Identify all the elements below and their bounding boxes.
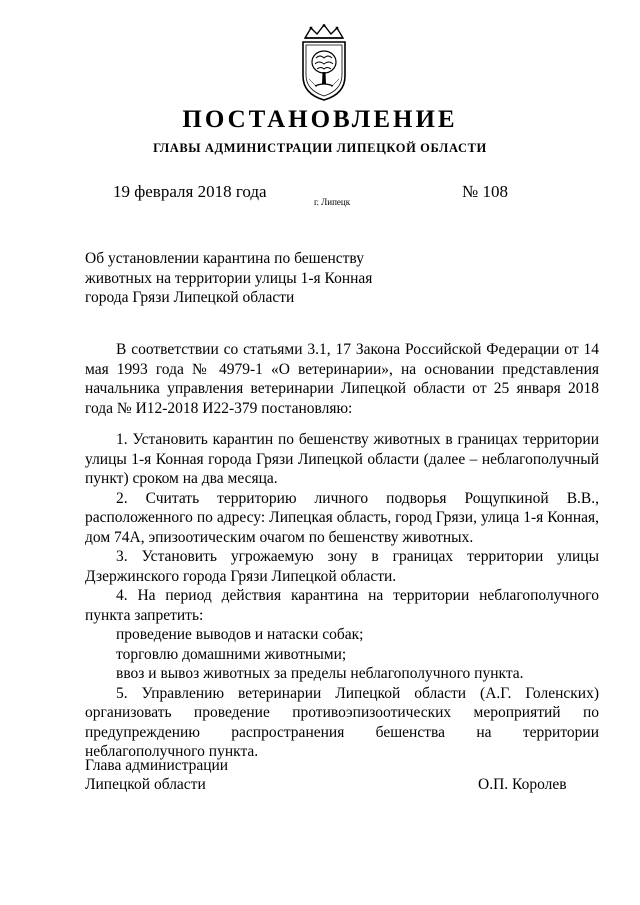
- document-body: [85, 340, 599, 762]
- subject-line: животных на территории улицы 1-я Конная: [85, 269, 373, 287]
- intro-paragraph: В соответствии со статьями 3.1, 17 Закона Российской Федерации от 14 мая 1993 года № 4979-1 «О ветеринарии», на основании представления начальника управления ветеринарии Липецкой области от 25 января 2018 года № И12-2018 И22-379 постановляю:: [85, 341, 599, 417]
- signatory-name: О.П. Королев: [478, 776, 567, 793]
- prohibition-item: ввоз и вывоз животных за пределы неблагополучного пункта.: [116, 665, 524, 682]
- document-date: 19 февраля 2018 года: [113, 182, 267, 201]
- document-city: г. Липецк: [314, 197, 351, 207]
- paragraph-5: 5. Управлению ветеринарии Липецкой области (А.Г. Голенских) организовать проведение противоэпизоотических мероприятий по предупреждению распространения бешенства на территории неблагополучного пункта.: [85, 684, 599, 760]
- coat-of-arms-emblem: [297, 24, 351, 102]
- paragraph-3: 3. Установить угрожаемую зону в границах территории улицы Дзержинского города Грязи Липецкой области.: [85, 548, 599, 585]
- document-subject: [85, 249, 385, 308]
- signatory-region: Липецкой области: [85, 776, 206, 793]
- document-number: № 108: [462, 182, 508, 201]
- document-subtitle: ГЛАВЫ АДМИНИСТРАЦИИ ЛИПЕЦКОЙ ОБЛАСТИ: [153, 141, 487, 155]
- paragraph-2: 2. Считать территорию личного подворья Рощупкиной В.В., расположенного по адресу: Липецкая область, город Грязи, улица 1-я Конная, дом 74А, эпизоотическим очагом по бешенству животных.: [85, 489, 599, 546]
- subject-line: Об установлении карантина по бешенству: [85, 250, 364, 267]
- document-title: ПОСТАНОВЛЕНИЕ: [182, 106, 458, 133]
- prohibition-item: проведение выводов и натаски собак;: [116, 626, 364, 643]
- prohibition-item: торговлю домашними животными;: [116, 645, 347, 663]
- subject-line: города Грязи Липецкой области: [85, 289, 295, 306]
- paragraph-4: 4. На период действия карантина на территории неблагополучного пункта запретить:: [85, 587, 599, 624]
- paragraph-1: 1. Установить карантин по бешенству животных в границах территории улицы 1-я Конная города Грязи Липецкой области (далее – неблагополучный пункт) сроком на два месяца.: [85, 431, 599, 487]
- signatory-position: Глава администрации: [85, 757, 229, 774]
